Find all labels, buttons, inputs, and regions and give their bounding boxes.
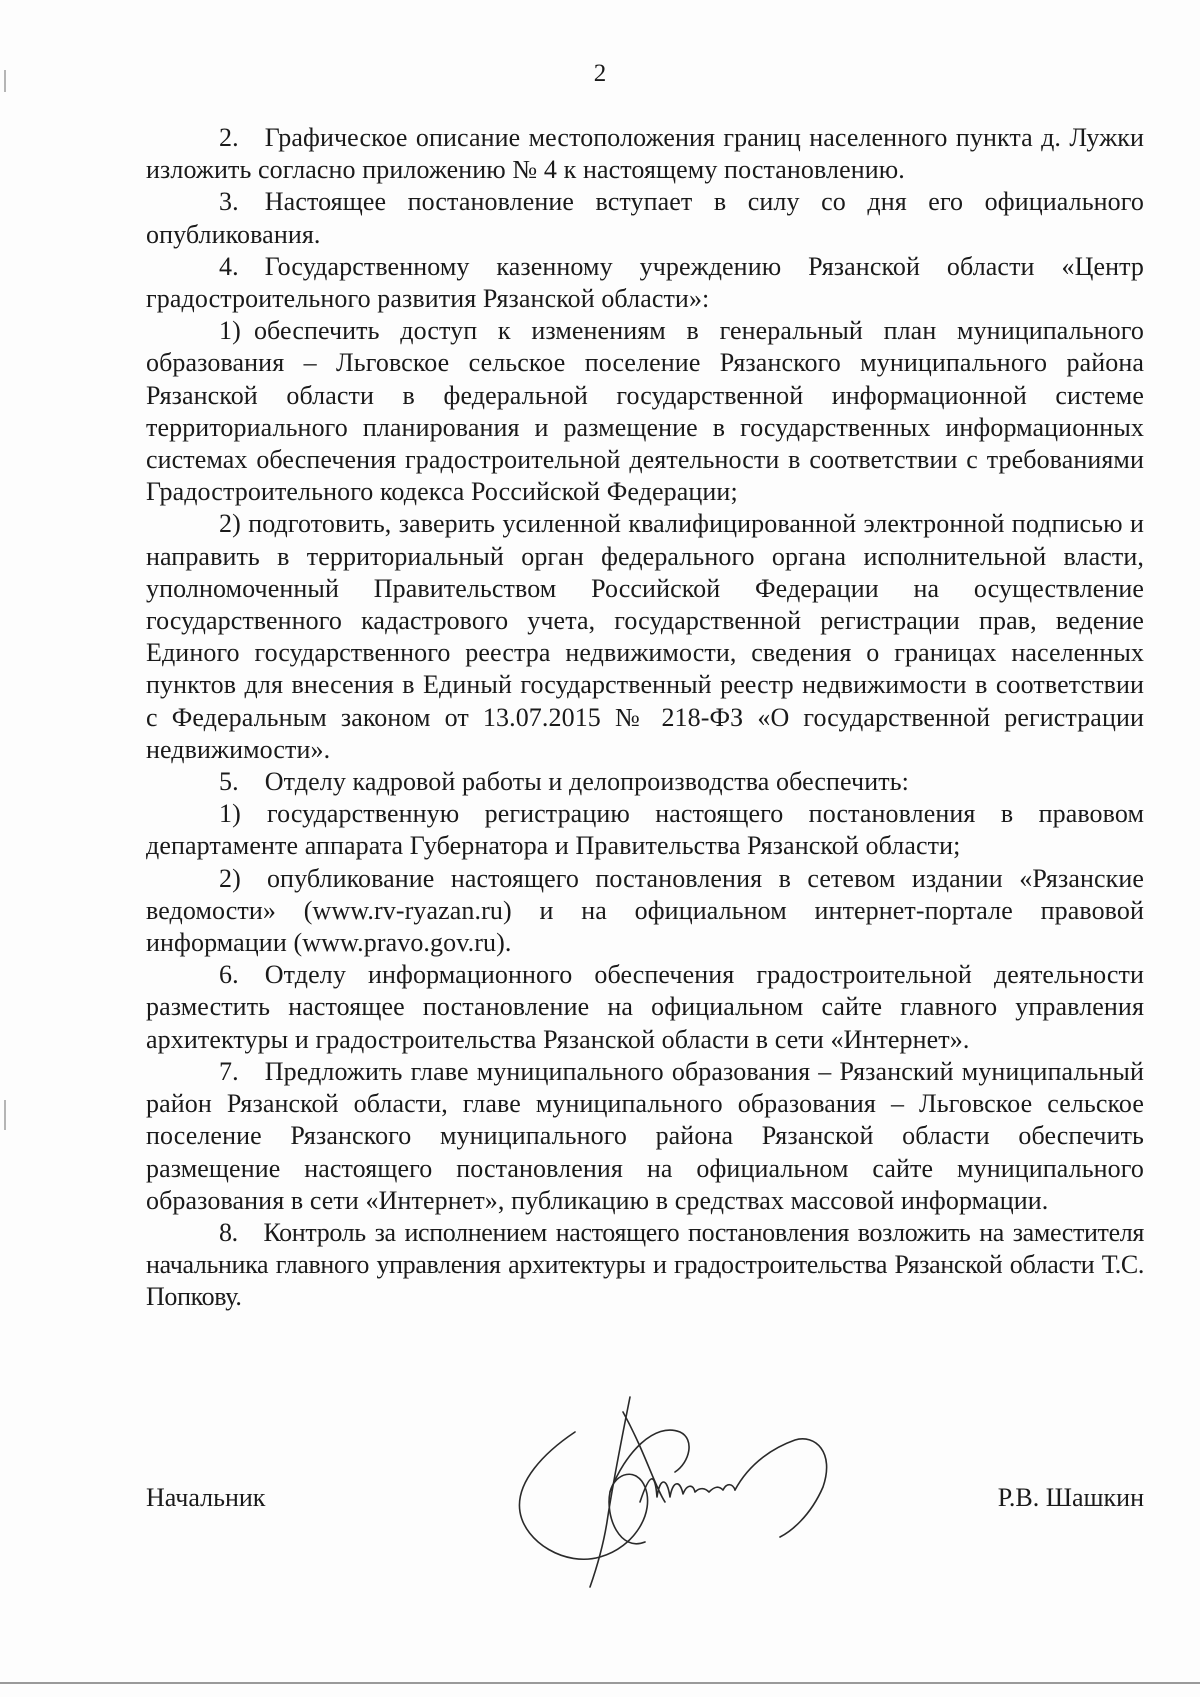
paragraph-8: 8. Контроль за исполнением настоящего постановления возложить на заместителя начальника главного управления архитектуры и градостроительства Рязанской области Т.С. Попкову.: [146, 1217, 1144, 1312]
document-body: [146, 122, 1144, 1314]
page-number: 2: [593, 60, 607, 87]
scan-bottom-edge: [0, 1682, 1200, 1684]
paragraph-4-item-1: 1) обеспечить доступ к изменениям в генеральный план муниципального образования – Льговское сельское поселение Рязанского муниципального района Рязанской области в федеральной государственной информационной системе территориального планирования и размещение в государственных информационных системах обеспечения градостроительной деятельности в соответствии с требованиями Градостроительного кодекса Российской Федерации;: [146, 316, 1144, 507]
paragraph-4-item-2: 2) подготовить, заверить усиленной квалифицированной электронной подписью и направить в территориальный орган федерального органа исполнительной власти, уполномоченный Правительством Российской Федерации на осуществление государственного кадастрового учета, государственной регистрации прав, ведение Единого государственного реестра недвижимости, сведения о границах населенных пунктов для внесения в Единый государственный реестр недвижимости в соответствии с Федеральным законом от 13.07.2015 № 218-ФЗ «О государственной регистрации недвижимости».: [146, 509, 1144, 764]
paragraph-5-item-1: 1) государственную регистрацию настоящего постановления в правовом департаменте аппарата Губернатора и Правительства Рязанской области;: [146, 799, 1144, 861]
scan-edge-mark: [4, 70, 6, 92]
signatory-name: Р.В. Шашкин: [997, 1483, 1144, 1512]
paragraph-5: 5. Отделу кадровой работы и делопроизводства обеспечить:: [219, 767, 909, 797]
paragraph-2: 2. Графическое описание местоположения границ населенного пункта д. Лужки изложить согласно приложению № 4 к настоящему постановлению.: [146, 123, 1144, 185]
paragraph-3: 3. Настоящее постановление вступает в силу со дня его официального опубликования.: [146, 187, 1144, 249]
handwritten-signature: [505, 1392, 885, 1592]
paragraph-6: 6. Отделу информационного обеспечения градостроительной деятельности разместить настоящее постановление на официальном сайте главного управления архитектуры и градостроительства Рязанской области в сети «Интернет».: [146, 960, 1144, 1054]
signatory-title: Начальник: [146, 1483, 266, 1512]
paragraph-7: 7. Предложить главе муниципального образования – Рязанский муниципальный район Рязанской области, главе муниципального образования – Льговское сельское поселение Рязанского муниципального района Рязанской области обеспечить размещение настоящего постановления на официальном сайте муниципального образования в сети «Интернет», публикацию в средствах массовой информации.: [146, 1056, 1144, 1215]
scan-edge-mark: [4, 1100, 6, 1130]
paragraph-5-item-2: 2) опубликование настоящего постановления в сетевом издании «Рязанские ведомости» (www.rv-ryazan.ru) и на официальном интернет-портале правовой информации (www.pravo.gov.ru).: [146, 863, 1144, 958]
paragraph-4: 4. Государственному казенному учреждению Рязанской области «Центр градостроительного развития Рязанской области»:: [146, 251, 1144, 314]
